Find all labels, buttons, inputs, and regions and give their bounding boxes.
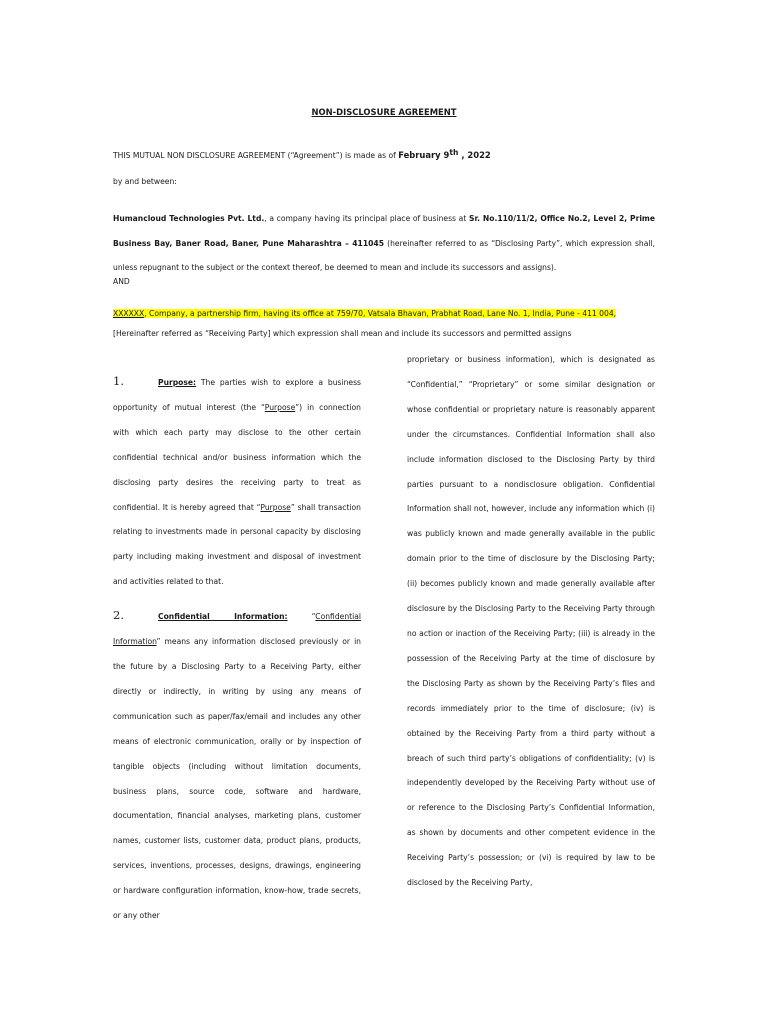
section-number: 2.: [113, 608, 124, 623]
section-heading: Confidential Information:: [158, 612, 288, 622]
section-heading: Purpose:: [158, 378, 197, 387]
disclosing-party-name: Humancloud Technologies Pvt. Ltd.: [113, 214, 265, 223]
intro-line: [113, 150, 491, 160]
section-purpose: 1. Purpose: The parties wish to explore a business opportunity of mutual interest (the “Purpose”) in connection with which each party may disclose to the other certain confidential technical and/or business information which the disclosing party desires the receiving party to treat as confidential. It is hereby agreed that “Purpose” shall transaction relating to investments made in personal capacity by disclosing party including making investment and disposal of investment and activities related to that.: [113, 369, 361, 595]
section-number: 1.: [113, 374, 124, 388]
date-suffix: th: [449, 148, 459, 157]
intro-text: THIS MUTUAL NON DISCLOSURE AGREEMENT (“Agreement”) is made as of: [113, 151, 399, 160]
receiving-party-paragraph: XXXXXX, Company, a partnership firm, having its office at 759/70, Vatsala Bhavan, Prabhat Road, Lane No. 1, India, Pune - 411 004,: [113, 309, 617, 318]
receiving-party-name: XXXXXX: [113, 309, 145, 318]
disclosing-party-paragraph: Humancloud Technologies Pvt. Ltd., a company having its principal place of business at Sr. No.110/11/2, Office No.2, Level 2, Prime Business Bay, Baner Road, Baner, Pune Maharashtra – 411045 (hereinafter referred to as “Disclosing Party”, which expression shall, unless repugnant to the subject or the context thereof, be deemed to mean and include its successors and assigns).: [113, 214, 655, 273]
right-column: proprietary or business information), which is designated as “Confidential,” “Proprietary” or some similar designation or whose confidential or proprietary nature is reasonably apparent under the circumstances. Confidential Information shall also include information disclosed to the Disclosing Party by third parties pursuant to a nondisclosure obligation. Confidential Information shall not, however, include any information which (i) was publicly known and made generally available in the public domain prior to the time of disclosure by the Disclosing Party; (ii) becomes publicly known and made generally available after disclosure by the Disclosing Party to the Receiving Party through no action or inaction of the Receiving Party; (iii) is already in the possession of the Receiving Party at the time of disclosure by the Disclosing Party as shown by the Receiving Party’s files and records immediately prior to the time of disclosure; (iv) is obtained by the Receiving Party from a third party without a breach of such third party’s obligations of confidentiality; (v) is independently developed by the Receiving Party without use of or reference to the Disclosing Party’s Confidential Information, as shown by documents and other competent evidence in the Receiving Party’s possession; or (vi) is required by law to be disclosed by the Receiving Party,: [407, 355, 655, 888]
left-column: [113, 369, 361, 929]
agreement-date: February 9th , 2022: [398, 148, 491, 160]
section-confidential-information: 2. Confidential Information: “Confidential Information” means any information disclosed previously or in the future by a Disclosing Party to a Receiving Party, either directly or indirectly, in writing by using any means of communication such as paper/fax/email and includes any other means of electronic communication, orally or by inspection of tangible objects (including without limitation documents, business plans, source code, software and hardware, documentation, financial analyses, marketing plans, customer names, customer lists, customer data, product plans, products, services, inventions, processes, designs, drawings, engineering or hardware configuration information, know-how, trade secrets, or any other: [113, 603, 361, 929]
receiving-party-definition: [Hereinafter referred as “Receiving Party] which expression shall mean and include its successors and permitted assigns: [113, 329, 572, 338]
disclosing-party-address: Sr. No.110/11/2, Office No.2, Level 2, Prime Business Bay, Baner Road, Baner, Pune Maharashtra – 411045: [113, 214, 655, 248]
by-and-between: by and between:: [113, 177, 177, 186]
document-title: NON-DISCLOSURE AGREEMENT: [311, 107, 457, 117]
and-separator: AND: [113, 277, 130, 286]
